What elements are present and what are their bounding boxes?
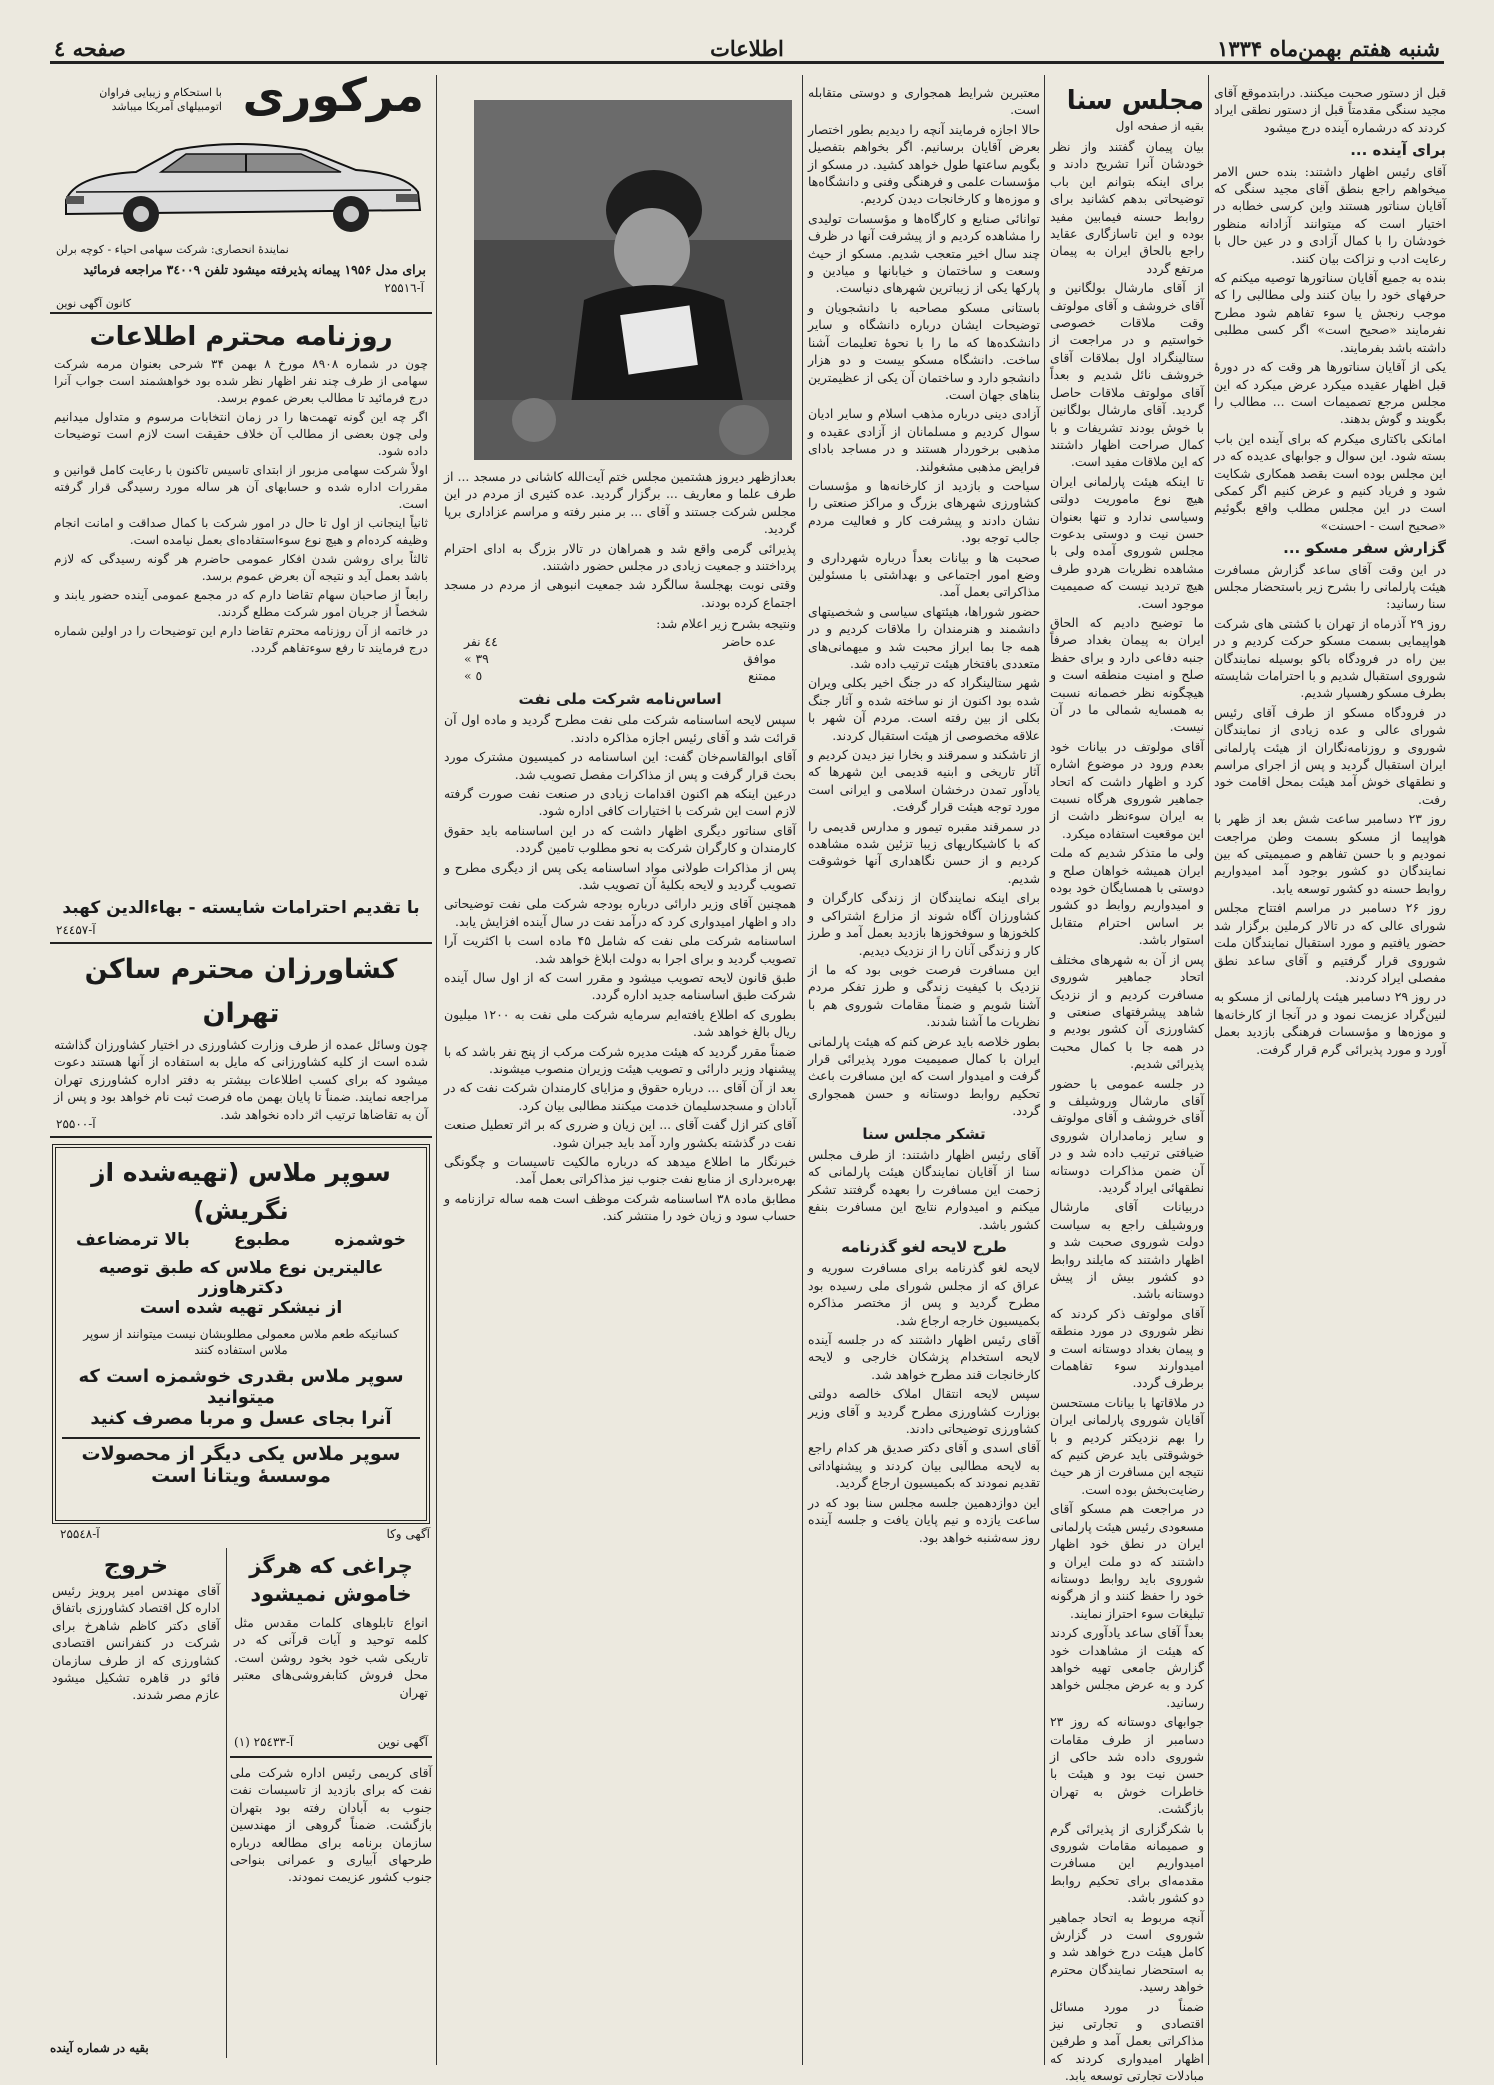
paragraph: جوابهای دوستانه که روز ۲۳ دسامبر از طرف مقامات شوروی داده شد حاکی از حسن نیت بود و هیئت با خاطرات خوش به تهران بازگشت. bbox=[1050, 1714, 1204, 1817]
paragraph: آقای رئیس اظهار داشتند: بنده حس الامر میخواهم راجع بنطق آقای مجید سنگی که آقایان سناتور هستند واین کرسی خطابه در اختیار است که میتوانند آزادانه منظور خودشان را با کمال آزادی و در عین حال با رعایت ادب و نزاکت بیان کنند. bbox=[1214, 163, 1446, 266]
mercury-agency: کانون آگهی نوین bbox=[56, 297, 132, 310]
paragraph: از تاشکند و سمرقند و بخارا نیز دیدن کردیم و آثار تاریخی و ابنیه قدیمی این شهرها که یادآور تمدن درخشان اسلامی و ایرانی است مورد توجه هیئت قرار گرفت. bbox=[808, 747, 1040, 815]
molasses-ad bbox=[52, 1144, 430, 1524]
exit-body: آقای مهندس امیر پرویز رئیس اداره کل اقتصاد کشاورزی باتفاق آقای دکتر کاظم شاهرخ برای شرکت در کنفرانس اقتصادی کشاورزی که از طرف سازمان فائو در قاهره تشکیل میشود عازم مصر شدند. bbox=[52, 1583, 220, 1703]
vote-label: عده حاضر bbox=[722, 633, 776, 649]
paragraph: امانکی باکتاری میکرم که برای آینده این باب بسته شود. این سوال و جوابهای عدیده که در این مجلس بوده است بقصد همکاری شکایت شود و فریاد کنیم و عرض کنیم اگر کمکی است در این مجلس مطلب واقع بگوئیم «صحیح است - احسنت» bbox=[1214, 430, 1446, 533]
paragraph: در فرودگاه مسکو از طرف آقای رئیس شورای عالی و عده زیادی از نمایندگان شوروی و روزنامه‌نگاران از هیئت پارلمانی ایران استقبال گردید و پس از اجرای مراسم و نطقهای خوش آمد هیئت بمحل اقامت خود رفت. bbox=[1214, 704, 1446, 807]
vote-label: موافق bbox=[743, 651, 776, 667]
lamp-ref: آ-۲۵٤۳۳ (۱) bbox=[234, 1735, 294, 1749]
paragraph: حالا اجازه فرمایند آنچه را دیدیم بطور اختصار بعرض آقایان برسانیم. اگر بخواهم بتفصیل بگویم ساعتها طول خواهد کشید. در مسکو از مؤسسات علمی و فرهنگی وفنی و دانشگاه‌ها و موزه‌ها و کارخانجات دیدن کردیم. bbox=[808, 121, 1040, 207]
exit-title: خروج bbox=[103, 1551, 169, 1579]
continued-note: بقیه از صفحه اول bbox=[1115, 119, 1204, 133]
paragraph: طبق قانون لایحه تصویب میشود و مقرر است که از اول سال آینده شرکت طبق اساسنامه جدید اداره گردد. bbox=[444, 969, 796, 1003]
masthead-page: صفحه ٤ bbox=[54, 36, 126, 61]
paragraph: آقای کریمی رئیس اداره شرکت ملی نفت که برای بازدید از تاسیسات نفت جنوب به آبادان رفته بود بتهران بازگشت. ضمناً گروهی از مهندسین سازمان برنامه برای مطالعه درباره طرحهای آبیاری و عمرانی بنواحی جنوب کشور عزیمت نمودند. bbox=[230, 1765, 432, 1885]
molasses-line: از نیشکر تهیه شده است bbox=[139, 1298, 343, 1318]
masthead bbox=[50, 34, 1444, 64]
paragraph: آقای کتر ازل گفت آقای ... این زیان و ضرری که بر اثر تعطیل صنعت نفت در گذشته بکشور وارد آمد باید جبران شود. bbox=[444, 1117, 796, 1150]
letter-body bbox=[50, 356, 432, 657]
paragraph: روز ۲۳ دسامبر ساعت شش بعد از ظهر با هواپیما از مسکو بسمت وطن مراجعت نمودیم و با حسن تفاهم و صمیمیتی که بین نمایندگان دو کشور بوجود آمد امیدواریم روابط حسنه دو کشور توسعه یابد. bbox=[1214, 811, 1447, 896]
paragraph: باستانی مسکو مصاحبه با دانشجویان و توضیحات ایشان درباره دانشگاه و سایر دانشکده‌ها که ما را با نحوۀ تعلیمات آشنا ساخت. دانشگاه مسکو بیست و دو هزار دانشجو دارد و ساختمان آن یکی از عظیمترین بناهای جهان است. bbox=[808, 299, 1040, 402]
bottom-notice bbox=[230, 1764, 432, 2060]
paragraph: سپس لایحه انتقال املاک خالصه دولتی بوزارت کشاورزی مطرح گردید و آقای وزیر کشاورزی توضیحاتی دادند. bbox=[808, 1386, 1040, 1437]
paragraph: بیان پیمان گفتند واز نظر خودشان آنرا تشریح دادند و برای اینکه بتوانم این باب توضیحاتی بدهم کشانید برای روابط حسنه فیمابین مفید بوده و این تاسازگاری عقاید راجع بالحاق ایران به پیمان مرتفع گردد bbox=[1050, 139, 1204, 276]
column-3 bbox=[808, 84, 1040, 2064]
letter-signature: با تقدیم احترامات شایسته - بهاءالدین کهبد bbox=[62, 898, 420, 918]
paragraph: آقای رئیس اظهار داشتند: از طرف مجلس سنا از آقایان نمایندگان هیئت پارلمانی که زحمت این مسافرت را بعهده گرفتند تشکر میکنم و امیدوارم نتایج این مسافرت بنفع کشور باشد. bbox=[808, 1146, 1040, 1232]
paragraph: سپس لایحه اساسنامه شرکت ملی نفت مطرح گردید و ماده اول آن قرائت شد و آقای رئیس اجازه مذاکره دادند. bbox=[444, 712, 796, 745]
paragraph: پس از آن به شهرهای مختلف اتحاد جماهیر شوروی مسافرت کردیم و از نزدیک شاهد پیشرفتهای صنعتی و کشاورزی آن کشور بودیم و در همه جا با کمال محبت پذیرائی شدیم. bbox=[1050, 951, 1204, 1072]
paragraph: اولاً شرکت سهامی مزبور از ابتدای تاسیس تاکنون با رعایت کامل قوانین و مقررات اداره شده و حسابهای آن هر ساله مورد رسیدگی قرار گرفته است. bbox=[54, 463, 428, 511]
vote-value: ٣٩ » bbox=[464, 651, 489, 667]
paragraph: بنده به جمیع آقایان سناتورها توصیه میکنم که حرفهای خود را بیان کنند ولی مطالبی را که موجب رنجش یا سوء تفاهم شود مطرح نفرمایند «صحیح است» اگر کسی مطلبی داشته باشد بفرمایند. bbox=[1214, 270, 1446, 355]
article-intro: قبل از دستور صحبت میکنند. درابتدموقع آقای مجید سنگی مقدمتاً قبل از دستور نطقی ایراد کردند که درشماره آینده درج میشود bbox=[1214, 85, 1446, 135]
molasses-feature: مطبوع bbox=[233, 1230, 291, 1250]
paragraph: بعد از آن آقای ... درباره حقوق و مزایای کارمندان شرکت نفت که در آبادان و مسجدسلیمان خدمت میکنند مطالبی بیان کرد. bbox=[444, 1080, 796, 1113]
paragraph: در روز ۲۹ دسامبر هیئت پارلمانی از مسکو به لنین‌گراد عزیمت نمود و در آنجا از کارخانه‌ها و موزه‌ها و مؤسسات فرهنگی بازدید بعمل آورد و مورد پذیرائی گرم قرار گرفت. bbox=[1214, 989, 1446, 1057]
senate-title: مجلس سنا bbox=[1066, 86, 1204, 116]
molasses-feature: بالا ترمضاعف bbox=[76, 1230, 190, 1250]
paragraph: شهر ستالینگراد که در جنگ اخیر بکلی ویران شده بود اکنون از نو ساخته شده و آثار جنگ بکلی از بین رفته است. مردم آن شهر با علاقه مخصوصی از هیئت استقبال کردند. bbox=[808, 675, 1040, 743]
letter-notice bbox=[50, 318, 432, 944]
exit-notice bbox=[50, 1548, 222, 1888]
paragraph: مطابق ماده ۳۸ اساسنامه شرکت موظف است همه ساله ترازنامه و حساب سود و زیان خود را منتشر کند. bbox=[444, 1190, 796, 1224]
paragraph: در سمرقند مقبره تیمور و مدارس قدیمی را که با کاشیکاریهای زیبا تزئین شده مشاهده کردیم و از حسن نگاهداری آنها خوشوقت شدیم. bbox=[808, 818, 1040, 886]
subheading-senate-thanks: تشکر مجلس سنا bbox=[862, 1124, 986, 1143]
mercury-title: مرکوری bbox=[242, 68, 424, 122]
column-4 bbox=[444, 468, 796, 2064]
molasses-ref: آ-۲۵۵٤۸ bbox=[60, 1527, 100, 1541]
mercury-agent: نمایندۀ انحصاری: شرکت سهامی احیاء - کوچه برلن bbox=[56, 243, 289, 256]
molasses-footer bbox=[60, 1526, 430, 1542]
paragraph: روز ۲۶ دسامبر در مراسم افتتاح مجلس شورای عالی که در تالار کرملین برگزار شد حضور یافتیم و مورد استقبال نمایندگان ملت شوروی قرار گرفتیم و آقای ساعد نطق مفصلی ایراد کردند. bbox=[1214, 900, 1447, 985]
column-rule bbox=[226, 1548, 227, 2058]
paragraph: ولی ما متذکر شدیم که ملت ایران همیشه خواهان صلح و دوستی با همسایگان خود بوده و امیدواریم روابط دو کشور بر اساس احترام متقابل استوار باشد. bbox=[1050, 845, 1204, 948]
paragraph: ضمناً مقرر گردید که هیئت مدیره شرکت مرکب از پنج نفر باشد که با پیشنهاد وزیر دارائی و تصویب هیئت وزیران منصوب میشوند. bbox=[444, 1043, 796, 1076]
paragraph: با شکرگزاری از پذیرائی گرم و صمیمانه مقامات شوروی امیدواریم این مسافرت مقدمه‌ای برای تحکیم روابط دو کشور باشد. bbox=[1050, 1820, 1204, 1906]
mercury-tagline: با استحکام و زیبایی فراوان اتومبیلهای آمریکا میباشد bbox=[99, 86, 222, 113]
vote-table bbox=[444, 615, 796, 685]
divider bbox=[62, 1437, 420, 1439]
lamp-ad bbox=[230, 1548, 432, 1758]
molasses-line: عالیترین نوع ملاس که طبق توصیه دکترهاوزر bbox=[98, 1258, 384, 1298]
paragraph: توانائی صنایع و کارگاه‌ها و مؤسسات تولیدی را مشاهده کردیم و از پیشرفت آنها در ظرف چند سال اخیر متعجب شدیم. مسکو از حیث وسعت و ساختمان و خیابانها و میادین و پارکها یکی از زیباترین شهرهای دنیاست. bbox=[808, 210, 1040, 296]
subheading-oil-statute: اساس‌نامه شرکت ملی نفت bbox=[518, 689, 722, 708]
paragraph: روز ۲۹ آذرماه از تهران با کشتی های شرکت هواپیمایی بسمت مسکو حرکت کردیم و در بین راه در فرودگاه باکو بوسیله نمایندگان شوروی استقبال شدیم و با احترامات شایسته بطرف مسکو رهسپار شدیم. bbox=[1214, 615, 1446, 701]
paragraph: سیاحت و بازدید از کارخانه‌ها و مؤسسات کشاورزی شهرهای بزرگ و مراکز صنعتی را نشان دادند و پیشرفت کار و فعالیت مردم جالب توجه بود. bbox=[808, 477, 1040, 546]
paragraph: بطور خلاصه باید عرض کنم که هیئت پارلمانی ایران با کمال صمیمیت مورد پذیرائی قرار گرفت و امیدوار است که این مسافرت باعث تحکیم روابط دوستانه و حسن همجواری گردد. bbox=[808, 1033, 1040, 1119]
vote-value: ٥ » bbox=[464, 668, 483, 684]
masthead-date: شنبه هفتم بهمن‌ماه ۱۳۳۴ bbox=[1217, 36, 1440, 61]
letter-title: روزنامه محترم اطلاعات bbox=[89, 322, 393, 352]
paragraph: در خاتمه از آن روزنامه محترم تقاضا دارم این توضیحات را در اولین شماره درج فرمایند تا رفع سوءتفاهم گردد. bbox=[54, 624, 428, 655]
molasses-note: کسانیکه طعم ملاس معمولی مطلوبشان نیست میتوانند از سوپر ملاس استفاده کنند bbox=[83, 1327, 399, 1357]
paragraph: اگر چه این گونه تهمت‌ها را در زمان انتخابات مرسوم و متداول میدانیم ولی چون بعضی از مطالب آن خلاف حقیقت است لازم است توضیحات داده شود. bbox=[54, 410, 428, 458]
farmers-title: کشاورزان محترم ساکن تهران bbox=[84, 954, 398, 1029]
farmers-ref: آ-۲۵۵٠٠ bbox=[56, 1117, 96, 1131]
column-2 bbox=[1050, 84, 1204, 2084]
column-1 bbox=[1214, 84, 1446, 2064]
senate-article bbox=[1050, 138, 1204, 2085]
paragraph: دربیانات آقای مارشال وروشیلف راجع به سیاست دولت شوروی صحبت شد و اظهار داشتند که مایلند روابط دو کشور بیش از پیش دوستانه باشد. bbox=[1050, 1199, 1204, 1302]
paragraph: یکی از آقایان سناتورها هر وقت که در دورۀ قبل اظهار عقیده میکرد عرض میکرد که این مجلس مرجع تصمیمات است ... مطالب را بگویند و گوش بدهند. bbox=[1214, 359, 1446, 427]
paragraph: ثالثاً برای روشن شدن افکار عمومی حاضرم هر گونه رسیدگی که لازم باشد بعمل آید و نتیجه آن بعرض عموم برسد. bbox=[54, 552, 428, 583]
farmers-notice bbox=[50, 948, 432, 1138]
subheading-moscow-report: گزارش سفر مسکو ... bbox=[1283, 539, 1446, 558]
vote-label: ممتنع bbox=[748, 668, 776, 684]
paragraph: برای اینکه نمایندگان از زندگی کارگران و کشاورزان آگاه شوند از مزارع اشتراکی و کلخوزها و سوفخوزها بازدید بعمل آمد و طرز کار و زندگی آنان را از نزدیک دیدیم. bbox=[808, 890, 1040, 958]
paragraph: وقتی نوبت بهجلسۀ سالگرد شد جمعیت انبوهی از مردم در مسجد اجتماع کرده بودند. bbox=[444, 577, 796, 610]
paragraph: آقای مولوتف ذکر کردند که نظر شوروی در مورد منطقه و پیمان بغداد دوستانه است و امیدوارند سوء تفاهمات برطرف گردد. bbox=[1050, 1305, 1204, 1391]
photo-top-gap bbox=[442, 66, 796, 100]
paragraph: بعداً آقای ساعد یادآوری کردند که هیئت از مشاهدات خود گزارش جامعی تهیه خواهد کرد و به عرض مجلس خواهد رسانید. bbox=[1050, 1625, 1204, 1710]
speaker-photo-icon bbox=[474, 100, 792, 460]
paragraph: ثانیاً اینجانب از اول تا حال در امور شرکت با کمال صداقت و امانت انجام وظیفه کرده‌ام و هیچ نوع سوءاستفاده‌ای بعمل نیامده است. bbox=[54, 516, 428, 547]
subheading-passport-bill: طرح لایحه لغو گذرنامه bbox=[841, 1238, 1007, 1256]
paragraph: معتبرین شرایط همجواری و دوستی متقابله است. bbox=[808, 85, 1040, 118]
paragraph: ما توضیح دادیم که الحاق ایران به پیمان بغداد صرفاً جنبه دفاعی دارد و برای حفظ صلح و امنیت منطقه است و هیچگونه نظر خصمانه نسبت به همسایه شمالی ما در آن نیست. bbox=[1050, 614, 1204, 735]
paragraph: چون در شماره ۸۹۰۸ مورخ ۸ بهمن ۳۴ شرحی بعنوان مرمه شرکت سهامی از طرف چند نفر اظهار نظر شده بود خواهشمند است جواب آنرا درج فرمائید تا مطالب بعرض عموم برسد. bbox=[54, 357, 428, 405]
paragraph: صحبت ها و بیانات بعداً درباره شهرداری و وضع امور اجتماعی و بهداشتی با مسئولین مذاکراتی بعمل آمد. bbox=[808, 549, 1040, 600]
vote-intro: ونتیجه بشرح زیر اعلام شد: bbox=[656, 616, 796, 632]
column-rule bbox=[436, 75, 437, 2065]
molasses-title: سوپر ملاس (تهیه‌شده از نگریش) bbox=[91, 1158, 391, 1225]
mercury-ref: آ-۲۵۵۱٦ bbox=[384, 281, 424, 295]
paragraph: درعین اینکه هم اکنون اقدامات زیادی در صنعت نفت صورت گرفته لازم است این شرکت با اختیارات کافی اداره شود. bbox=[444, 785, 796, 819]
column-rule bbox=[802, 75, 803, 2065]
molasses-features bbox=[62, 1230, 420, 1250]
paragraph: از آقای مارشال بولگانین و آقای خروشف و آقای مولوتف وقت ملاقات خصوصی خواستیم و در مراجعت از ستالینگراد اول بملاقات آقای خروشف نائل شدیم و بعداً آقای مولوتف ملاقات حاصل گردید. آقای مارشال بولگانین با خوش بودند تشریفات و با کمال صراحت اظهار داشتند که این ملاقات مفید است. bbox=[1050, 280, 1204, 470]
paragraph: این دوازدهمین جلسه مجلس سنا بود که در ساعت یازده و نیم پایان یافت و جلسه آینده روز سه‌شنبه خواهد بود. bbox=[808, 1494, 1040, 1545]
column-rule bbox=[1208, 75, 1209, 2065]
paragraph: اساسنامه شرکت ملی نفت که شامل ۴۵ ماده است با اکثریت آرا تصویب گردید و برای اجرا به دولت ابلاغ خواهد شد. bbox=[444, 933, 796, 966]
paragraph: رابعاً از صاحبان سهام تقاضا دارم که در مجمع عمومی آینده حضور یابند و شخصاً از جریان امور شرکت مطلع گردند. bbox=[54, 588, 428, 619]
molasses-agency: آگهی وکا bbox=[386, 1527, 430, 1541]
mercury-ad bbox=[50, 70, 432, 314]
paragraph: حضور شوراها، هیئتهای سیاسی و شخصیتهای دانشمند و هنرمندان را ملاقات کردیم و در همه جا بما ابراز محبت شد و میهمانی‌های متعددی بافتخار هیئت ترتیب داده شد. bbox=[808, 603, 1040, 671]
paragraph: آزادی دینی درباره مذهب اسلام و سایر ادیان سوال کردیم و مسلمانان از آزادی عقیده و مذهبی برخوردار هستند و در مساجد بادای فرایض مذهبی مشغولند. bbox=[808, 406, 1040, 474]
molasses-feature: خوشمزه bbox=[334, 1230, 406, 1250]
paragraph: خبرنگار ما اطلاع میدهد که درباره مالکیت تاسیسات و چگونگی بهره‌برداری از منابع نفت جنوب نیز مذاکراتی بعمل آمد. bbox=[444, 1154, 796, 1187]
photo-caption: بعدازظهر دیروز هشتمین مجلس ختم آیت‌الله کاشانی در مسجد ... از طرف علما و معاریف ... برگزار گردید. عده کثیری از مردم در این مجلس شرکت جستند و آقای ... بر منبر رفته و مراسم عزاداری برپا گردید. bbox=[444, 469, 796, 537]
car-illustration-icon bbox=[56, 130, 426, 240]
farmers-body: چون وسائل عمده از طرف وزارت کشاورزی در اختیار کشاورزان گذاشته شده است از کلیه کشاورزانی که مایل به استفاده از آنها هستند دعوت میشود که برای کسب اطلاعات بیشتر به دفتر اداره کشاورزی تهران مراجعه نمایند. ضمناً تا پایان بهمن ماه فرصت ثبت نام خواهد بود و پس از آن به تقاضاها ترتیب اثر داده نخواهد شد. bbox=[54, 1037, 428, 1122]
column-rule bbox=[1044, 75, 1045, 2065]
paragraph: آقای ابوالقاسم‌خان گفت: این اساسنامه در کمیسیون مشترک مورد بحث قرار گرفت و پس از مذاکرات مفصل تصویب شد. bbox=[444, 749, 796, 782]
paragraph: تا اینکه هیئت پارلمانی ایران هیچ نوع ماموریت دولتی وسیاسی ندارد و تنها بعنوان حسن نیت و دوستی بدعوت مجلس شوروی آمده ولی با مشاهده نظریات هردو طرف هیچ تردید نیست که صمیمیت موجود است. bbox=[1050, 473, 1204, 611]
paragraph: آقای اسدی و آقای دکتر صدیق هر کدام راجع به لایحه مطالبی بیان کردند و پیشنهاداتی تقدیم نمودند که بکمیسیون ارجاع گردید. bbox=[808, 1440, 1040, 1491]
subheading-future: برای آینده ... bbox=[1350, 141, 1446, 160]
paragraph: همچنین آقای وزیر دارائی درباره بودجه شرکت ملی نفت توضیحاتی داد و اظهار امیدواری کرد که درآمد نفت در سال آینده افزایش یابد. bbox=[444, 896, 796, 929]
paragraph: در این وقت آقای ساعد گزارش مسافرت هیئت پارلمانی را بشرح زیر باستحضار مجلس سنا رسانید: bbox=[1214, 561, 1446, 612]
molasses-line: آنرا بجای عسل و مربا مصرف کنید bbox=[90, 1408, 392, 1429]
paragraph: آقای رئیس اظهار داشتند که در جلسه آینده لایحه استخدام پزشکان خارجی و لایحه کارخانجات قند مطرح خواهد شد. bbox=[808, 1332, 1040, 1382]
lamp-footer bbox=[234, 1734, 428, 1750]
vote-row bbox=[444, 667, 796, 684]
paragraph: آنچه مربوط به اتحاد جماهیر شوروی است در گزارش کامل هیئت درج خواهد شد و به استحضار نمایندگان محترم خواهد رسید. bbox=[1050, 1909, 1204, 1995]
vote-row bbox=[444, 633, 796, 650]
paragraph: بطوری که اطلاع یافته‌ایم سرمایه شرکت ملی نفت به ۱۲۰۰ میلیون ریال بالغ خواهد شد. bbox=[444, 1006, 796, 1040]
speaker-photo bbox=[474, 100, 792, 460]
continued-footer: بقیه در شماره آینده bbox=[50, 2041, 149, 2055]
paragraph: پس از مذاکرات طولانی مواد اساسنامه یکی پس از دیگری مطرح و تصویب گردید و لایحه بکلیۀ آن تصویب شد. bbox=[444, 859, 796, 892]
molasses-line: موسسۀ ویتانا است bbox=[151, 1465, 331, 1487]
vote-block bbox=[444, 615, 796, 685]
paragraph: در ملاقاتها با بیانات مستحسن آقایان شوروی پارلمانی ایران را بهم نزدیکتر کردیم و با خوشوقتی باید عرض کنیم که نتیجه این مسافرت از هر حیث رضایت‌بخش بوده است. bbox=[1050, 1394, 1204, 1497]
paragraph: پذیرائی گرمی واقع شد و همراهان در تالار بزرگ به ادای احترام پرداختند و جمعیت زیادی در مجلس حضور داشتند. bbox=[444, 540, 796, 574]
lamp-body: انواع تابلوهای کلمات مقدس مثل کلمه توحید و آیات قرآنی که در تاریکی شب خود بخود روشن است. محل فروش کتابفروشی‌های معتبر تهران bbox=[234, 1615, 428, 1700]
paragraph: در مراجعت هم مسکو آقای مسعودی رئیس هیئت پارلمانی ایران در نطق خود اظهار داشتند که دو ملت ایران و شوروی باید روابط دوستانه خود را حفظ کنند و از هرگونه تبلیغات سوء احتراز نمایند. bbox=[1050, 1501, 1204, 1621]
vote-row bbox=[444, 650, 796, 667]
lamp-title: چراغی که هرگز خاموش نمیشود bbox=[249, 1554, 413, 1606]
paragraph: در جلسه عمومی با حضور آقای مارشال وروشیلف و آقای خروشف و آقای مولوتف و سایر زمامداران شوروی ضیافتی ترتیب داده شد و در آن ضمن مذاکرات دوستانه نطقهائی ایراد گردید. bbox=[1050, 1075, 1204, 1195]
mercury-offer: برای مدل ۱۹۵۶ پیمانه پذیرفته میشود تلفن ۳٤٠٠٩ مراجعه فرمائید bbox=[83, 262, 426, 277]
paragraph: آقای سناتور دیگری اظهار داشت که در این اساسنامه باید حقوق کارمندان و کارگران شرکت به نحو مطلوب تامین گردد. bbox=[444, 822, 796, 856]
lamp-agency: آگهی نوین bbox=[377, 1735, 428, 1749]
paragraph: لایحه لغو گذرنامه برای مسافرت سوریه و عراق که از مجلس شورای ملی رسیده بود مطرح گردید و پس از مختصر مذاکره بکمیسیون خارجه ارجاع شد. bbox=[808, 1260, 1040, 1328]
molasses-line: سوپر ملاس بقدری خوشمزه است که میتوانید bbox=[78, 1366, 404, 1408]
paragraph: ضمناً در مورد مسائل اقتصادی و تجارتی نیز مذاکراتی بعمل آمد و طرفین اظهار امیدواری کردند که مبادلات تجارتی توسعه یابد. bbox=[1050, 1998, 1204, 2084]
vote-value: ٤٤ نفر bbox=[464, 633, 498, 649]
molasses-line: سوپر ملاس یکی دیگر از محصولات bbox=[81, 1443, 401, 1465]
letter-ref: آ-۲٤٤۵۷ bbox=[56, 923, 96, 937]
paragraph: این مسافرت فرصت خوبی بود که ما از نزدیک با کیفیت زندگی و طرز تفکر مردم آشنا شویم و ضمناً مقامات شوروی هم با نظریات ما آشنا شدند. bbox=[808, 961, 1040, 1030]
paragraph: آقای مولوتف در بیانات خود بعدم ورود در موضوع اشاره کرد و اظهار داشت که اتحاد جماهیر شوروی هرگاه نسبت به ایران سوءنظر داشت از این موقعیت استفاده میکرد. bbox=[1050, 738, 1204, 841]
masthead-paper: اطلاعات bbox=[710, 36, 784, 61]
